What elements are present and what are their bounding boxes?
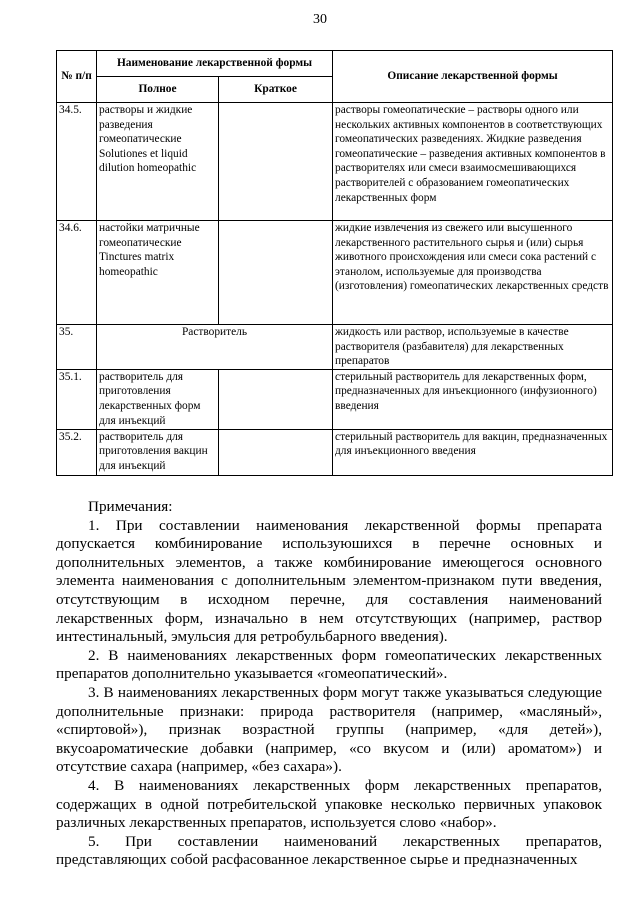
row-description: стерильный растворитель для вакцин, предназначенных для инъекционного введения: [333, 429, 613, 475]
table-row: [57, 325, 613, 370]
dosage-forms-table: [56, 50, 613, 476]
row-description: жидкие извлечения из свежего или высушенного лекарственного растительного сырья и (или) сырья животного происхождения или смеси сока растений с этанолом, используемые для производства (изготовления) гомеопатических лекарственных средств: [333, 221, 613, 325]
row-full-name: растворитель для приготовления вакцин для инъекций: [97, 429, 219, 475]
row-short-name: [219, 429, 333, 475]
notes-section: [56, 498, 602, 870]
header-name-group: Наименование лекарственной формы: [97, 51, 333, 77]
table-row: [57, 221, 613, 325]
page-number: 30: [313, 12, 327, 27]
row-description: стерильный растворитель для лекарственных форм, предназначенных для инъекционного (инфузионного) введения: [333, 369, 613, 429]
notes-title: Примечания:: [88, 498, 173, 515]
row-merged-name: Растворитель: [97, 325, 333, 370]
row-description: жидкость или раствор, используемые в качестве растворителя (разбавителя) для лекарственных препаратов: [333, 325, 613, 370]
row-full-name: растворы и жидкие разведения гомеопатические Solutiones et liquid dilution homeopathic: [97, 103, 219, 221]
row-num: 35.: [57, 325, 97, 370]
row-short-name: [219, 103, 333, 221]
header-num: № п/п: [57, 51, 97, 103]
row-full-name: растворитель для приготовления лекарственных форм для инъекций: [97, 369, 219, 429]
row-num: 34.6.: [57, 221, 97, 325]
row-description: растворы гомеопатические – растворы одного или нескольких активных компонентов в соответствующих гомеопатических разведениях. Жидкие разведения гомеопатические – разведения активных компонентов в растворителях или смеси взаимосмешивающихся растворителей с образованием гомеопатических лекарственных форм: [333, 103, 613, 221]
note-item: 5. При составлении наименований лекарственных препаратов, представляющих собой расфасованное лекарственное сырье и предназначенных: [56, 832, 602, 869]
row-full-name: настойки матричные гомеопатические Tinctures matrix homeopathic: [97, 221, 219, 325]
header-full: Полное: [97, 77, 219, 103]
header-short: Краткое: [219, 77, 333, 103]
row-num: 34.5.: [57, 103, 97, 221]
note-item: 1. При составлении наименования лекарственной формы препарата допускается комбинирование используюшихся в перечне основных и дополнительных элементов, а также комбинирование имеющегося основного элемента наименования с дополнительным элементом-признаком пути введения, отсутствующим в исходном перечне, для составления наименований лекарственных форм, изначально в нем отсутствующих (например, раствор интестинальный, эмульсия для ретробульбарного введения).: [56, 516, 602, 646]
table-row: [57, 103, 613, 221]
row-num: 35.2.: [57, 429, 97, 475]
table-row: [57, 369, 613, 429]
note-item: 2. В наименованиях лекарственных форм гомеопатических лекарственных препаратов дополнительно указывается «гомеопатический».: [56, 646, 602, 683]
note-item: 4. В наименованиях лекарственных форм лекарственных препаратов, содержащих в одной потребительской упаковке несколько первичных упаковок различных лекарственных препаратов, используется слово «набор».: [56, 776, 602, 832]
header-description: Описание лекарственной формы: [333, 51, 613, 103]
table-row: [57, 429, 613, 475]
row-short-name: [219, 221, 333, 325]
note-item: 3. В наименованиях лекарственных форм могут также указываться следующие дополнительные признаки: природа растворителя (например, «масляный», «спиртовой»), признак возрастной группы (например, «для детей»), вкусоароматические добавки (например, «со вкусом и (или) ароматом») и отсутствие сахара (например, «без сахара»).: [56, 683, 602, 776]
row-num: 35.1.: [57, 369, 97, 429]
row-short-name: [219, 369, 333, 429]
